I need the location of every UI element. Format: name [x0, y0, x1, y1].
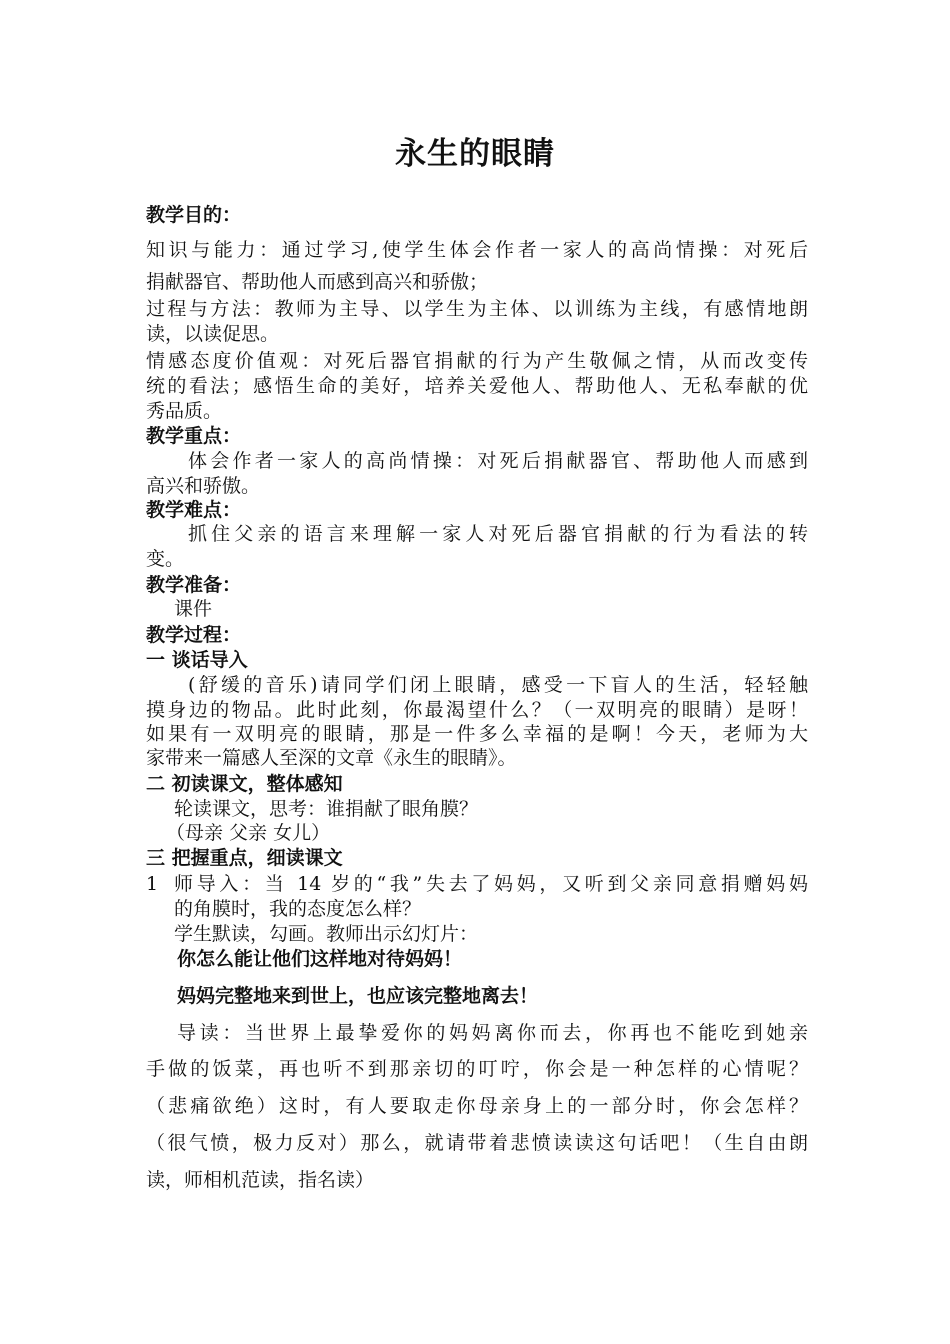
purpose-line: 秀品质。 [146, 400, 223, 422]
process-heading: 教学过程： [146, 624, 242, 646]
page-title: 永生的眼睛 [395, 136, 555, 172]
step3-line: 师导入：当 14 岁的“我”失去了妈妈，又听到父亲同意捐赠妈妈 [174, 873, 808, 895]
step1-line: (舒缓的音乐)请同学们闭上眼睛，感受一下盲人的生活，轻轻触 [188, 674, 808, 696]
purpose-line: 情感态度价值观：对死后器官捐献的行为产生敬佩之情，从而改变传 [146, 350, 808, 372]
guide-line: （很气愤，极力反对）那么，就请带着悲愤读读这句话吧！（生自由朗 [146, 1132, 808, 1154]
guide-line: 手做的饭菜，再也听不到那亲切的叮咛，你会是一种怎样的心情呢？ [146, 1058, 808, 1080]
step3-heading: 三 把握重点，细读课文 [146, 847, 343, 869]
prep-heading: 教学准备： [146, 574, 242, 596]
step2-heading: 二 初读课文，整体感知 [146, 773, 343, 795]
purpose-heading: 教学目的： [146, 204, 242, 226]
key-line: 体会作者一家人的高尚情操：对死后捐献器官、帮助他人而感到 [188, 450, 808, 472]
difficulty-line: 抓住父亲的语言来理解一家人对死后器官捐献的行为看法的转 [188, 523, 808, 545]
difficulty-heading: 教学难点： [146, 499, 242, 521]
step3-line: 学生默读，勾画。教师出示幻灯片： [174, 923, 479, 945]
difficulty-line: 变。 [146, 548, 185, 570]
prep-text: 课件 [174, 598, 213, 620]
step1-line: 摸身边的物品。此时此刻，你最渴望什么？（一双明亮的眼睛）是呀！ [146, 699, 808, 721]
purpose-line: 知识与能力：通过学习,使学生体会作者一家人的高尚情操：对死后 [146, 239, 808, 261]
guide-line: （悲痛欲绝）这时，有人要取走你母亲身上的一部分时，你会怎样？ [146, 1095, 808, 1117]
quote-line: 你怎么能让他们这样地对待妈妈！ [177, 948, 463, 970]
step1-line: 家带来一篇感人至深的文章《永生的眼睛》。 [146, 747, 517, 769]
step2-line: （母亲 父亲 女儿） [166, 822, 331, 844]
purpose-line: 读，以读促思。 [146, 323, 280, 345]
purpose-line: 过程与方法：教师为主导、以学生为主体、以训练为主线，有感情地朗 [146, 298, 808, 320]
step3-number: 1 [146, 873, 159, 895]
key-line: 高兴和骄傲。 [146, 475, 261, 497]
guide-line: 导读：当世界上最挚爱你的妈妈离你而去，你再也不能吃到她亲 [177, 1022, 808, 1044]
step1-heading: 一 谈话导入 [146, 649, 248, 671]
guide-line: 读，师相机范读，指名读） [146, 1169, 375, 1191]
purpose-line: 捐献器官、帮助他人而感到高兴和骄傲； [146, 271, 489, 293]
step3-line: 的角膜时，我的态度怎么样？ [174, 898, 422, 920]
key-heading: 教学重点： [146, 425, 242, 447]
step2-line: 轮读课文，思考：谁捐献了眼角膜？ [174, 798, 479, 820]
quote-line: 妈妈完整地来到世上，也应该完整地离去！ [177, 985, 539, 1007]
purpose-line: 统的看法；感悟生命的美好，培养关爱他人、帮助他人、无私奉献的优 [146, 375, 808, 397]
step1-line: 如果有一双明亮的眼睛，那是一件多么幸福的是啊！今天，老师为大 [146, 723, 808, 745]
